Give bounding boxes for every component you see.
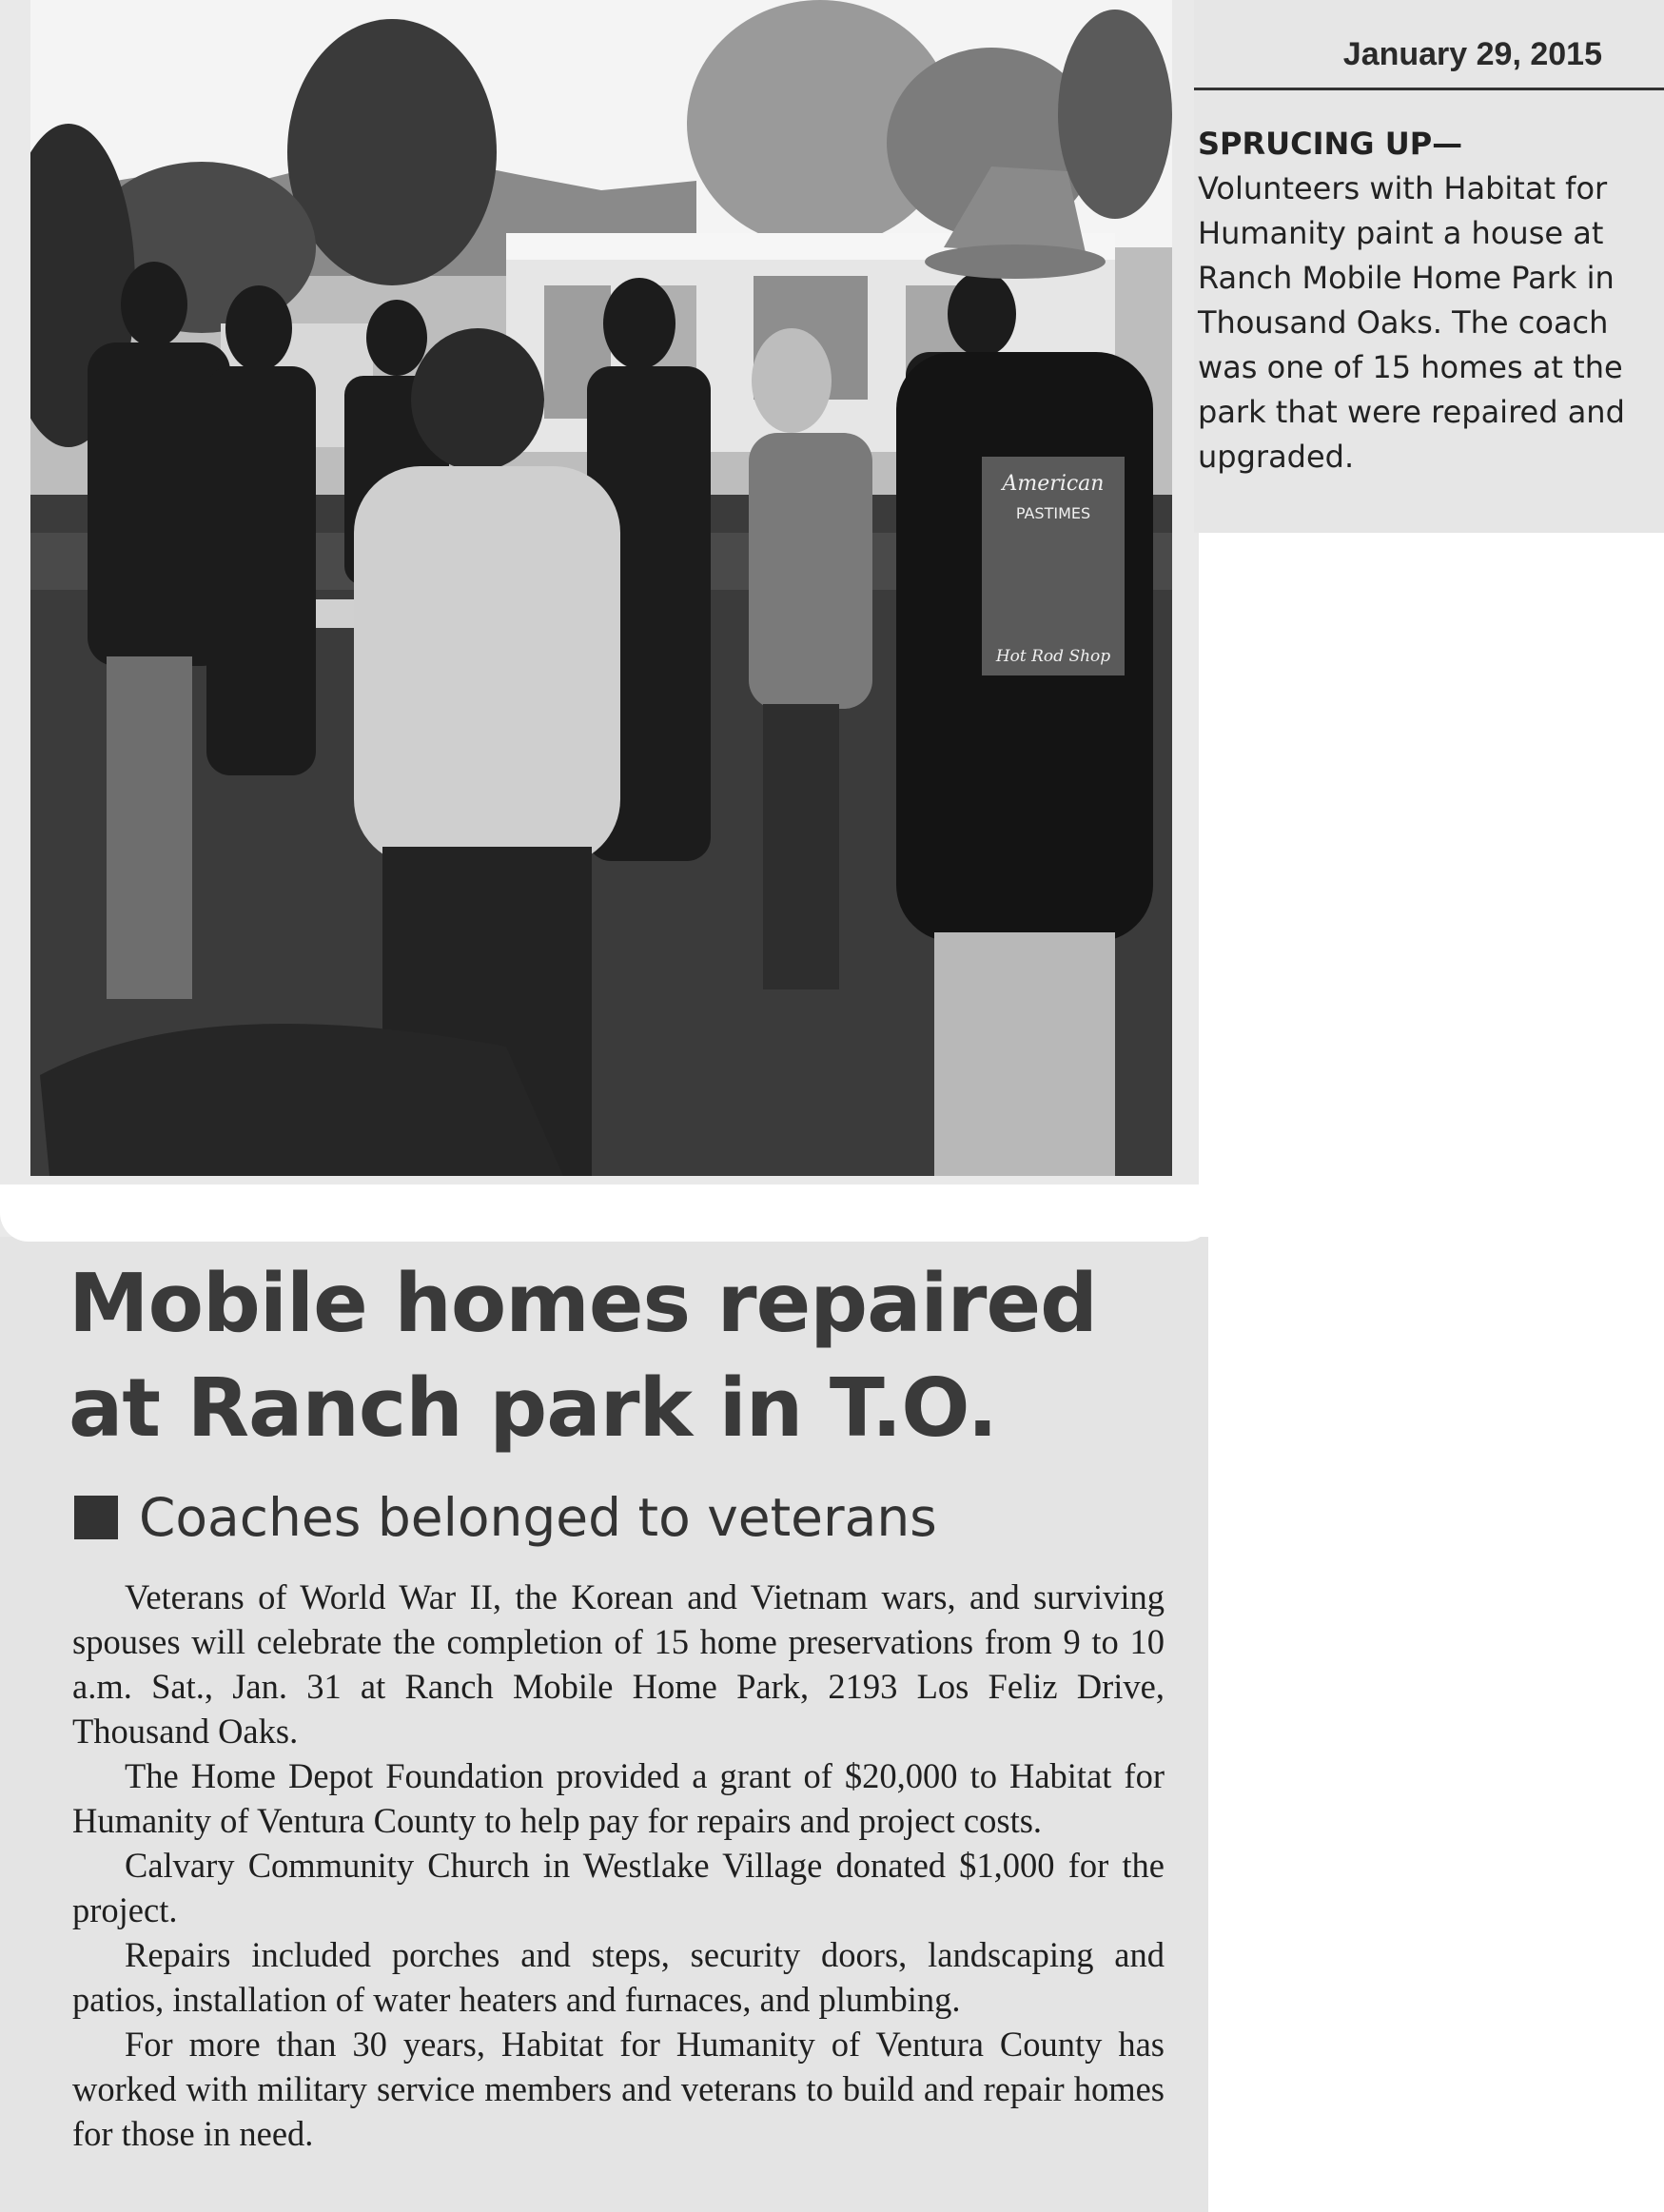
date-rule <box>1194 88 1664 90</box>
clipping-edge <box>0 1184 1213 1242</box>
subhead <box>74 1484 1197 1551</box>
shirt-graphic-text: American <box>1002 472 1105 496</box>
shirt-graphic-text: Hot Rod Shop <box>995 647 1111 666</box>
article-paragraph: Veterans of World War II, the Korean and Vietnam wars, and surviving spouses will celebrate the completion of 15 home preservations from 9 to 10 a.m. Sat., Jan. 31 at Ranch Mobile Home Park, 2193 Los Feliz Drive, Thousand Oaks. <box>72 1577 1165 1751</box>
article-paragraph: Calvary Community Church in Westlake Village donated $1,000 for the project. <box>72 1846 1165 1929</box>
caption-text: Volunteers with Habitat for Humanity paint a house at Ranch Mobile Home Park in Thousand Oaks. The coach was one of 15 homes at the park that were repaired and upgraded. <box>1198 170 1625 475</box>
photo-illustration <box>30 0 1172 1176</box>
article-paragraph: The Home Depot Foundation provided a grant of $20,000 to Habitat for Humanity of Ventura County to help pay for repairs and project costs. <box>72 1756 1165 1840</box>
square-bullet-icon <box>74 1496 118 1539</box>
subhead-text: Coaches belonged to veterans <box>139 1487 937 1548</box>
news-photo <box>30 0 1172 1176</box>
article-body <box>72 1575 1165 2156</box>
shirt-graphic-text: PASTIMES <box>1015 504 1091 522</box>
headline-line: Mobile homes repaired <box>69 1257 1097 1351</box>
headline-line: at Ranch park in T.O. <box>69 1361 997 1456</box>
caption-kicker: SPRUCING UP— <box>1198 126 1463 162</box>
article-paragraph: Repairs included porches and steps, security doors, landscaping and patios, installation of water heaters and furnaces, and plumbing. <box>72 1935 1165 2019</box>
article-paragraph: For more than 30 years, Habitat for Humanity of Ventura County has worked with military service members and veterans to build and repair homes for those in need. <box>72 2025 1165 2153</box>
photo-caption <box>1198 122 1645 480</box>
dateline: January 29, 2015 <box>1342 36 1602 72</box>
headline <box>69 1252 1210 1461</box>
